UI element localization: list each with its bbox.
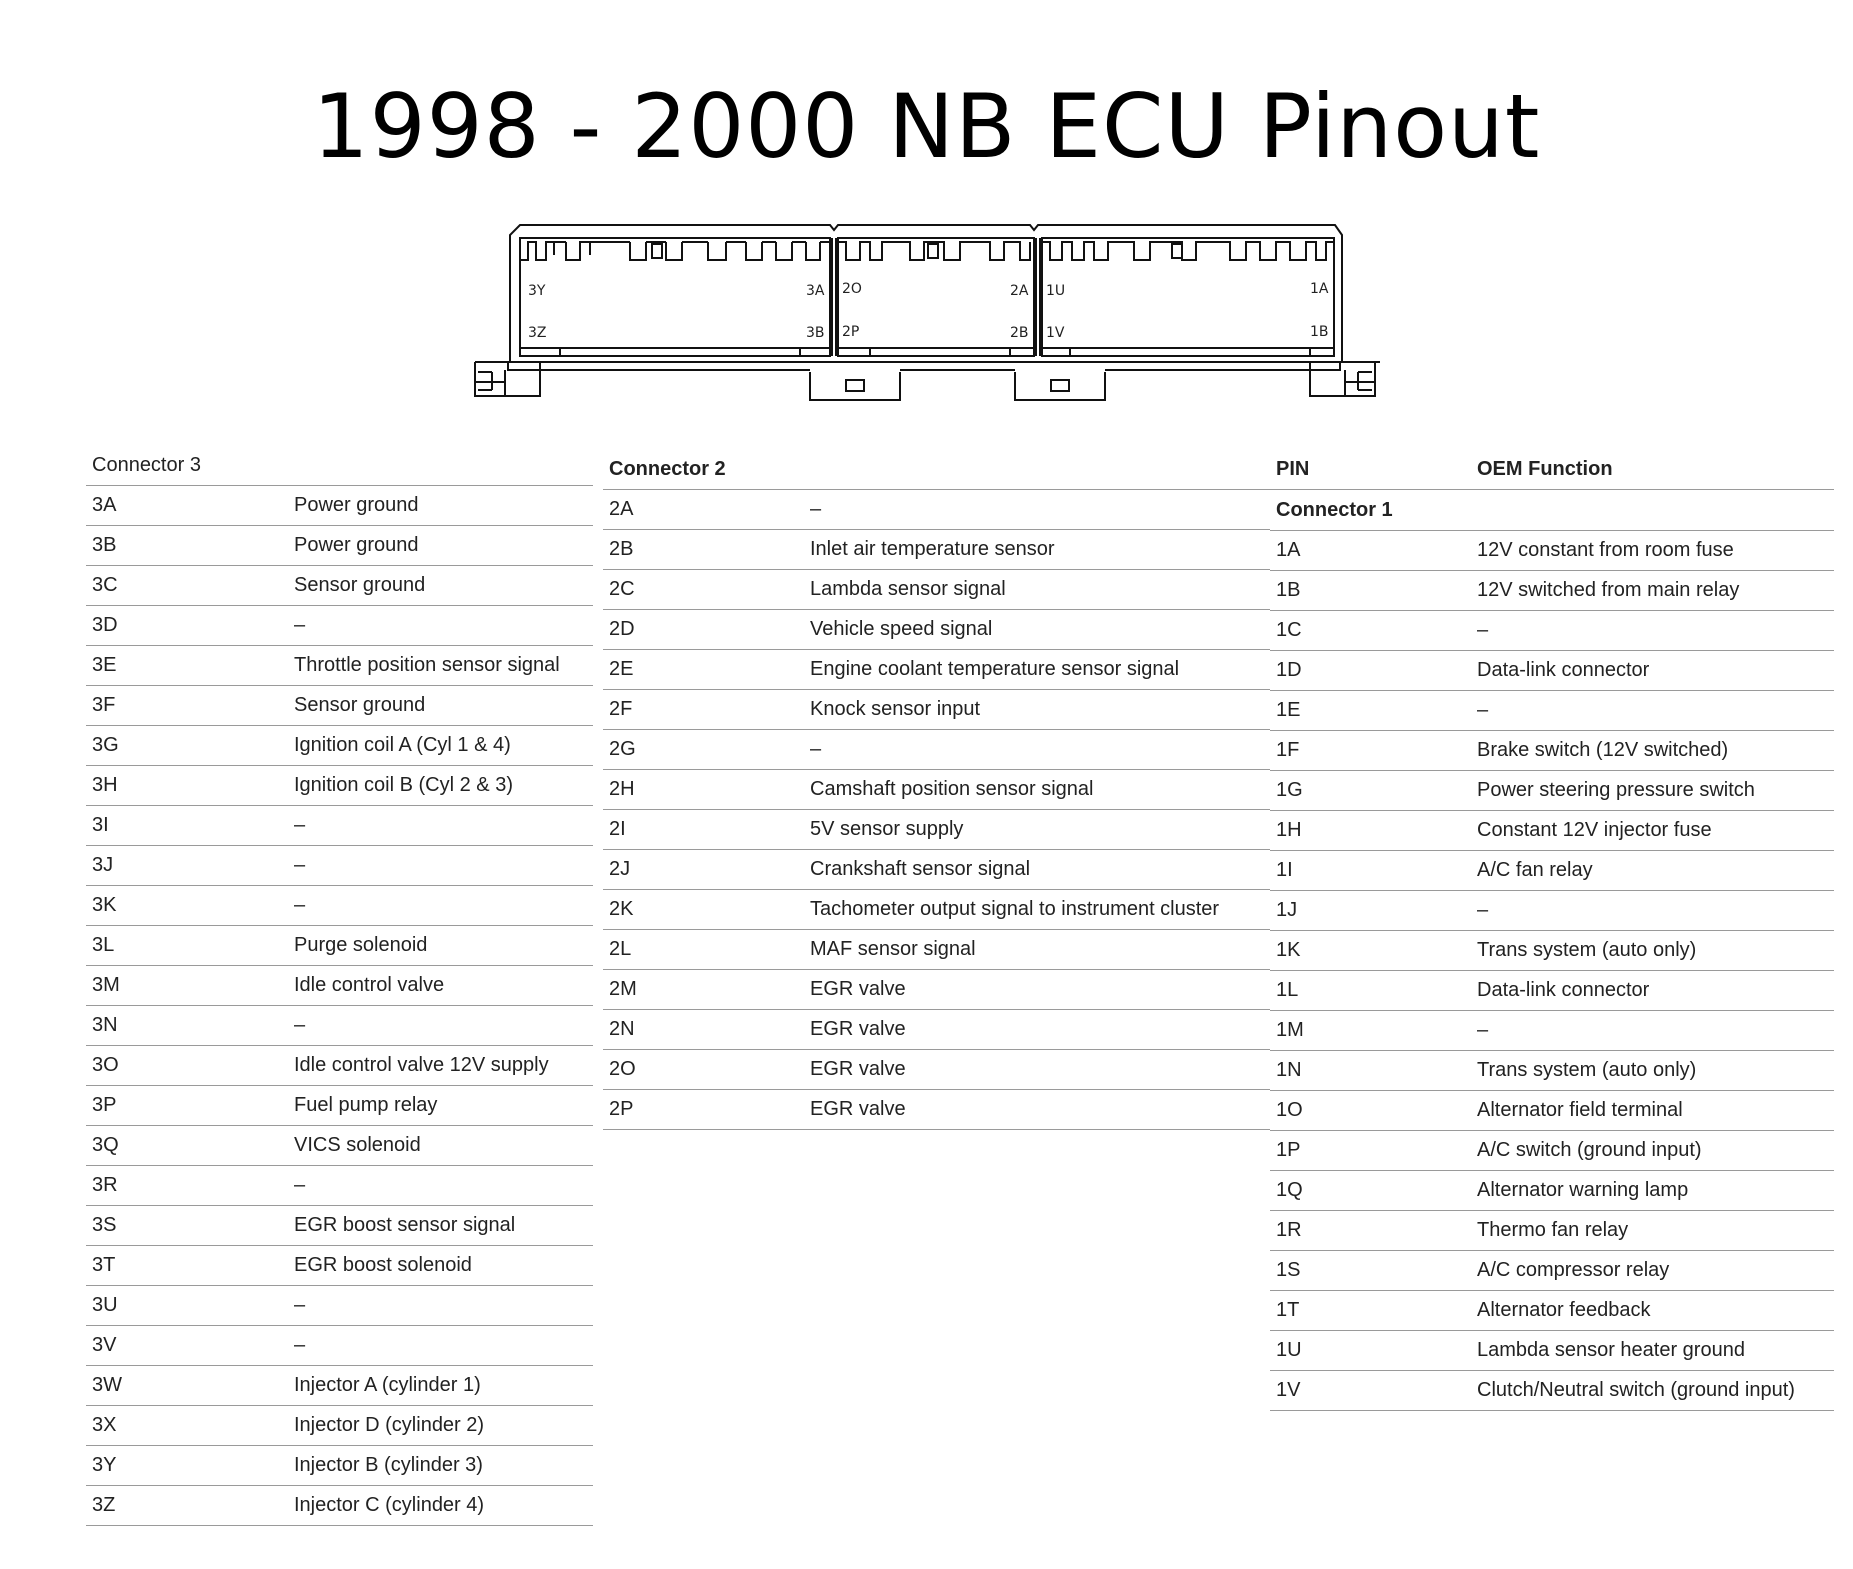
pin-id-cell: 1K <box>1270 931 1471 971</box>
pin-function-cell: Engine coolant temperature sensor signal <box>804 650 1270 690</box>
pin-label-1V: 1V <box>1046 325 1065 341</box>
table-row <box>86 846 593 886</box>
pin-function-cell: Trans system (auto only) <box>1471 1051 1834 1091</box>
pin-id-cell: 2A <box>603 490 804 530</box>
pin-id-cell: 2O <box>603 1050 804 1090</box>
pin-id-cell: 1O <box>1270 1091 1471 1131</box>
table-row <box>86 1286 593 1326</box>
table-row <box>1270 811 1834 851</box>
pin-id-cell: 1U <box>1270 1331 1471 1371</box>
pin-id-cell: 3A <box>86 486 288 526</box>
pin-id-cell: 1F <box>1270 731 1471 771</box>
pin-id-cell: 3F <box>86 686 288 726</box>
pin-id-cell: 3I <box>86 806 288 846</box>
pin-function-cell: MAF sensor signal <box>804 930 1270 970</box>
table-header-row <box>86 445 593 486</box>
pin-id-cell: 1R <box>1270 1211 1471 1251</box>
pin-id-cell: 2B <box>603 530 804 570</box>
pin-id-cell: 1D <box>1270 651 1471 691</box>
table-row <box>1270 1291 1834 1331</box>
table-row <box>603 690 1270 730</box>
pin-function-cell: Lambda sensor signal <box>804 570 1270 610</box>
pin-id-cell: 1S <box>1270 1251 1471 1291</box>
table-row <box>86 926 593 966</box>
pin-label-2B: 2B <box>1010 325 1029 341</box>
pin-label-2P: 2P <box>842 324 860 340</box>
pin-function-cell: Fuel pump relay <box>288 1086 593 1126</box>
pin-label-1U: 1U <box>1046 283 1066 299</box>
pin-id-cell: 1T <box>1270 1291 1471 1331</box>
pin-function-cell: – <box>1471 891 1834 931</box>
pin-function-cell: Lambda sensor heater ground <box>1471 1331 1834 1371</box>
pin-function-cell: Data-link connector <box>1471 971 1834 1011</box>
table-row <box>603 850 1270 890</box>
pin-function-cell: 5V sensor supply <box>804 810 1270 850</box>
mid-lock-left <box>810 372 900 400</box>
pin-id-cell: 3T <box>86 1246 288 1286</box>
pin-label-3A: 3A <box>806 283 825 299</box>
pin-function-cell: EGR boost solenoid <box>288 1246 593 1286</box>
pin-id-cell: 3W <box>86 1366 288 1406</box>
table-row <box>86 646 593 686</box>
table-row <box>86 766 593 806</box>
pin-function-cell: Camshaft position sensor signal <box>804 770 1270 810</box>
pin-id-cell: 2M <box>603 970 804 1010</box>
pin-function-cell: – <box>804 730 1270 770</box>
pin-function-cell: – <box>288 1326 593 1366</box>
pin-function-cell: Inlet air temperature sensor <box>804 530 1270 570</box>
pin-id-cell: 3B <box>86 526 288 566</box>
pin-function-cell: Power ground <box>288 526 593 566</box>
pin-id-cell: 1Q <box>1270 1171 1471 1211</box>
table-row <box>86 526 593 566</box>
pin-function-cell: – <box>804 490 1270 530</box>
pin-function-cell: – <box>1471 1011 1834 1051</box>
table-row <box>86 1046 593 1086</box>
connector-2-table <box>603 449 1270 1130</box>
table-row <box>86 606 593 646</box>
pin-id-cell: 1L <box>1270 971 1471 1011</box>
table-row <box>1270 731 1834 771</box>
pin-id-cell: 3C <box>86 566 288 606</box>
pin-function-cell: EGR valve <box>804 1050 1270 1090</box>
connector-1-rows <box>1270 531 1834 1411</box>
connector-1-table <box>1270 449 1834 1411</box>
pin-function-cell: Idle control valve <box>288 966 593 1006</box>
pin-function-cell: – <box>1471 611 1834 651</box>
pin-id-cell: 2P <box>603 1090 804 1130</box>
connector-3-header: Connector 3 <box>86 445 593 486</box>
table-row <box>1270 1131 1834 1171</box>
table-header-row <box>603 449 1270 490</box>
pin-id-cell: 2K <box>603 890 804 930</box>
table-row <box>86 1446 593 1486</box>
pin-function-cell: EGR valve <box>804 970 1270 1010</box>
pin-id-cell: 2N <box>603 1010 804 1050</box>
table-row <box>1270 691 1834 731</box>
pin-function-cell: Alternator field terminal <box>1471 1091 1834 1131</box>
table-row <box>1270 931 1834 971</box>
pin-id-cell: 1H <box>1270 811 1471 851</box>
column-header-pin: PIN <box>1270 449 1471 490</box>
pin-function-cell: Tachometer output signal to instrument cluster <box>804 890 1270 930</box>
pin-id-cell: 3Y <box>86 1446 288 1486</box>
table-row <box>1270 651 1834 691</box>
pin-id-cell: 2J <box>603 850 804 890</box>
pin-function-cell: Injector B (cylinder 3) <box>288 1446 593 1486</box>
pin-function-cell: Power steering pressure switch <box>1471 771 1834 811</box>
table-row <box>1270 851 1834 891</box>
pin-id-cell: 1G <box>1270 771 1471 811</box>
table-row <box>86 886 593 926</box>
table-row <box>1270 1371 1834 1411</box>
pin-id-cell: 3O <box>86 1046 288 1086</box>
pin-function-cell: A/C compressor relay <box>1471 1251 1834 1291</box>
pin-id-cell: 2F <box>603 690 804 730</box>
table-row <box>1270 1251 1834 1291</box>
pin-function-cell: – <box>288 606 593 646</box>
column-header-oem-function: OEM Function <box>1471 449 1834 490</box>
pin-function-cell: Purge solenoid <box>288 926 593 966</box>
pin-function-cell: Injector A (cylinder 1) <box>288 1366 593 1406</box>
table-row <box>1270 1211 1834 1251</box>
table-row <box>603 730 1270 770</box>
pin-id-cell: 3X <box>86 1406 288 1446</box>
pin-label-3Y: 3Y <box>528 283 546 299</box>
table-row <box>1270 531 1834 571</box>
pin-id-cell: 2H <box>603 770 804 810</box>
table-row <box>603 810 1270 850</box>
pin-id-cell: 3N <box>86 1006 288 1046</box>
pin-function-cell: – <box>288 1286 593 1326</box>
table-row <box>603 930 1270 970</box>
pin-function-cell: Thermo fan relay <box>1471 1211 1834 1251</box>
pin-function-cell: – <box>288 1166 593 1206</box>
table-subheader-row <box>1270 490 1834 531</box>
table-row <box>603 650 1270 690</box>
table-row <box>86 726 593 766</box>
table-row <box>1270 891 1834 931</box>
table-row <box>86 966 593 1006</box>
pin-id-cell: 3L <box>86 926 288 966</box>
pin-id-cell: 2G <box>603 730 804 770</box>
pin-function-cell: EGR valve <box>804 1090 1270 1130</box>
pin-function-cell: Ignition coil B (Cyl 2 & 3) <box>288 766 593 806</box>
pin-id-cell: 3E <box>86 646 288 686</box>
table-row <box>603 1050 1270 1090</box>
pin-label-2O: 2O <box>842 281 862 297</box>
pin-function-cell: Vehicle speed signal <box>804 610 1270 650</box>
connector-3-rows <box>86 486 593 1526</box>
table-row <box>603 1090 1270 1130</box>
pin-id-cell: 2I <box>603 810 804 850</box>
page-title: 1998 - 2000 NB ECU Pinout <box>312 75 1541 178</box>
pin-function-cell: – <box>288 886 593 926</box>
pin-id-cell: 1J <box>1270 891 1471 931</box>
pin-function-cell: Alternator warning lamp <box>1471 1171 1834 1211</box>
table-row <box>86 686 593 726</box>
pin-label-1B: 1B <box>1310 324 1329 340</box>
pin-id-cell: 3S <box>86 1206 288 1246</box>
pin-id-cell: 2D <box>603 610 804 650</box>
table-row <box>603 970 1270 1010</box>
pin-function-cell: VICS solenoid <box>288 1126 593 1166</box>
pin-id-cell: 2E <box>603 650 804 690</box>
pin-id-cell: 3M <box>86 966 288 1006</box>
pin-id-cell: 1I <box>1270 851 1471 891</box>
pin-function-cell: Sensor ground <box>288 686 593 726</box>
pin-function-cell: EGR valve <box>804 1010 1270 1050</box>
table-row <box>603 490 1270 530</box>
pin-id-cell: 1B <box>1270 571 1471 611</box>
table-row <box>1270 771 1834 811</box>
table-row <box>1270 971 1834 1011</box>
table-row <box>86 1326 593 1366</box>
pin-function-cell: Brake switch (12V switched) <box>1471 731 1834 771</box>
pin-function-cell: 12V switched from main relay <box>1471 571 1834 611</box>
pin-function-cell: Throttle position sensor signal <box>288 646 593 686</box>
pin-id-cell: 1N <box>1270 1051 1471 1091</box>
pin-id-cell: 3U <box>86 1286 288 1326</box>
pin-function-cell: Trans system (auto only) <box>1471 931 1834 971</box>
pin-id-cell: 1M <box>1270 1011 1471 1051</box>
table-row <box>1270 1331 1834 1371</box>
pin-id-cell: 3Q <box>86 1126 288 1166</box>
pin-function-cell: Injector D (cylinder 2) <box>288 1406 593 1446</box>
pin-id-cell: 1C <box>1270 611 1471 651</box>
pin-id-cell: 1P <box>1270 1131 1471 1171</box>
table-row <box>603 570 1270 610</box>
pin-function-cell: Knock sensor input <box>804 690 1270 730</box>
pin-id-cell: 1A <box>1270 531 1471 571</box>
pin-label-2A: 2A <box>1010 283 1029 299</box>
pin-id-cell: 3V <box>86 1326 288 1366</box>
table-row <box>86 1366 593 1406</box>
table-row <box>1270 1171 1834 1211</box>
mid-lock-right <box>1015 372 1105 400</box>
table-row <box>603 1010 1270 1050</box>
table-row <box>86 1246 593 1286</box>
pin-function-cell: Constant 12V injector fuse <box>1471 811 1834 851</box>
table-row <box>86 1126 593 1166</box>
pin-id-cell: 1E <box>1270 691 1471 731</box>
pin-id-cell: 3G <box>86 726 288 766</box>
table-row <box>86 566 593 606</box>
pin-function-cell: 12V constant from room fuse <box>1471 531 1834 571</box>
pin-id-cell: 3R <box>86 1166 288 1206</box>
pin-function-cell: Ignition coil A (Cyl 1 & 4) <box>288 726 593 766</box>
table-row <box>86 806 593 846</box>
table-header-row <box>1270 449 1834 490</box>
pin-id-cell: 3Z <box>86 1486 288 1526</box>
table-row <box>86 1166 593 1206</box>
table-row <box>1270 1051 1834 1091</box>
table-row <box>1270 1091 1834 1131</box>
pin-id-cell: 3D <box>86 606 288 646</box>
connector-1-header: Connector 1 <box>1270 490 1834 531</box>
pin-label-1A: 1A <box>1310 281 1329 297</box>
table-row <box>1270 571 1834 611</box>
pin-label-3B: 3B <box>806 325 825 341</box>
pin-function-cell: Alternator feedback <box>1471 1291 1834 1331</box>
pin-function-cell: – <box>288 806 593 846</box>
connector-2-header: Connector 2 <box>603 449 1270 490</box>
table-row <box>1270 611 1834 651</box>
pin-function-cell: Injector C (cylinder 4) <box>288 1486 593 1526</box>
table-row <box>86 1486 593 1526</box>
ecu-connector-diagram <box>470 220 1380 410</box>
table-row <box>86 1406 593 1446</box>
pin-function-cell: – <box>288 846 593 886</box>
pin-function-cell: Clutch/Neutral switch (ground input) <box>1471 1371 1834 1411</box>
table-row <box>603 530 1270 570</box>
pin-function-cell: Power ground <box>288 486 593 526</box>
pin-label-3Z: 3Z <box>528 325 547 341</box>
table-row <box>86 1006 593 1046</box>
table-row <box>603 610 1270 650</box>
pin-id-cell: 3H <box>86 766 288 806</box>
table-row <box>603 770 1270 810</box>
pin-function-cell: A/C fan relay <box>1471 851 1834 891</box>
pin-function-cell: A/C switch (ground input) <box>1471 1131 1834 1171</box>
pin-function-cell: – <box>288 1006 593 1046</box>
pin-function-cell: EGR boost sensor signal <box>288 1206 593 1246</box>
pin-id-cell: 3P <box>86 1086 288 1126</box>
pin-function-cell: Idle control valve 12V supply <box>288 1046 593 1086</box>
pin-id-cell: 1V <box>1270 1371 1471 1411</box>
pin-id-cell: 3J <box>86 846 288 886</box>
pin-function-cell: Sensor ground <box>288 566 593 606</box>
table-row <box>86 1086 593 1126</box>
pin-id-cell: 3K <box>86 886 288 926</box>
pin-id-cell: 2L <box>603 930 804 970</box>
connector-2-rows <box>603 490 1270 1130</box>
pin-function-cell: – <box>1471 691 1834 731</box>
table-row <box>86 486 593 526</box>
pin-id-cell: 2C <box>603 570 804 610</box>
table-row <box>1270 1011 1834 1051</box>
table-row <box>86 1206 593 1246</box>
table-row <box>603 890 1270 930</box>
connector-3-table <box>86 445 593 1526</box>
pin-function-cell: Data-link connector <box>1471 651 1834 691</box>
pin-function-cell: Crankshaft sensor signal <box>804 850 1270 890</box>
